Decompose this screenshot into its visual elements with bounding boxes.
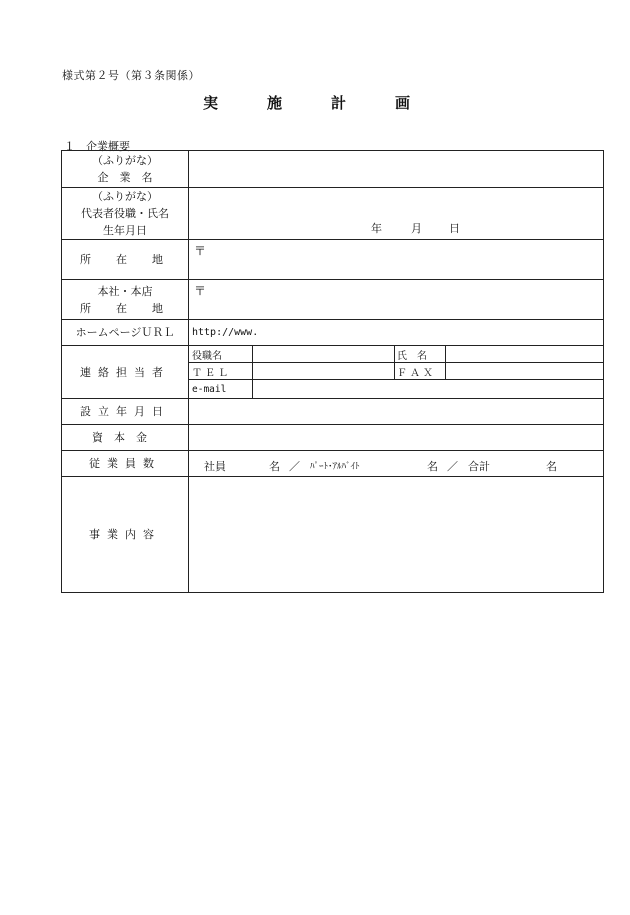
employees-unit-2: 名 (427, 460, 438, 473)
company-name-field[interactable] (189, 151, 603, 187)
hq-text-1: 本社・本店 (97, 284, 153, 298)
employees-separator-1: ／ (289, 460, 300, 473)
dob-day: 日 (449, 222, 460, 235)
company-name-label (62, 151, 189, 187)
company-overview-table (61, 150, 604, 593)
postal-mark: 〒 (194, 284, 207, 298)
employees-part-time: ﾊﾟｰﾄ･ｱﾙﾊﾞｲﾄ (310, 462, 360, 472)
fax-label: ＦＡＸ (397, 367, 436, 379)
employees-regular: 社員 (204, 460, 226, 473)
contact-fields (189, 346, 603, 398)
postal-mark: 〒 (194, 244, 207, 258)
established-row (62, 399, 603, 425)
position-label: 役職名 (192, 350, 222, 362)
business-row (62, 477, 603, 592)
contact-position-line (189, 346, 603, 363)
capital-row (62, 425, 603, 451)
form-number: 様式第２号（第３条関係） (62, 69, 200, 82)
employees-text: 従業員数 (89, 457, 161, 470)
location-field[interactable] (189, 240, 603, 279)
representative-text: 代表者役職・氏名 (81, 207, 169, 220)
employees-row (62, 451, 603, 477)
tel-label: ＴＥＬ (192, 367, 231, 379)
contact-label (62, 346, 189, 398)
employees-total: 合計 (468, 460, 490, 473)
contact-row (62, 346, 603, 399)
representative-furigana: （ふりがな） (92, 190, 158, 203)
contact-text: 連絡担当者 (80, 365, 170, 379)
birthdate-label: 生年月日 (103, 224, 147, 237)
employees-unit-3: 名 (546, 460, 557, 473)
capital-label (62, 425, 189, 450)
representative-row (62, 188, 603, 240)
section-heading: １ 企業概要 (64, 140, 130, 153)
hq-label (62, 280, 189, 319)
page-title: 実 施 計 画 (202, 94, 427, 112)
business-text: 事業内容 (89, 528, 161, 541)
representative-label (62, 188, 189, 239)
tel-input[interactable] (252, 363, 394, 379)
business-label (62, 477, 189, 592)
business-field[interactable] (189, 477, 603, 592)
employees-unit-1: 名 (269, 460, 280, 473)
company-name-furigana: （ふりがな） (92, 154, 158, 167)
homepage-url: http://www. (192, 327, 259, 338)
location-row (62, 240, 603, 280)
established-text: 設立年月日 (80, 405, 170, 418)
company-name-text: 企 業 名 (97, 171, 153, 184)
hq-text-2: 所 在 地 (80, 301, 170, 315)
location-text: 所 在 地 (80, 253, 170, 266)
homepage-field[interactable] (189, 320, 603, 345)
employees-label (62, 451, 189, 476)
contact-email-line (189, 380, 603, 398)
homepage-label (62, 320, 189, 345)
contact-phone-line (189, 363, 603, 380)
email-label: e-mail (192, 383, 227, 395)
fax-input[interactable] (445, 363, 603, 379)
employees-field[interactable] (189, 451, 603, 476)
representative-field[interactable] (189, 188, 603, 239)
homepage-row (62, 320, 603, 346)
location-label (62, 240, 189, 279)
capital-text: 資本金 (92, 431, 158, 444)
position-input[interactable] (252, 346, 394, 362)
established-field[interactable] (189, 399, 603, 424)
hq-field[interactable] (189, 280, 603, 319)
name-input[interactable] (445, 346, 603, 362)
name-label: 氏 名 (397, 350, 427, 362)
dob-month: 月 (411, 222, 422, 235)
established-label (62, 399, 189, 424)
employees-separator-2: ／ (447, 460, 458, 473)
homepage-text: ホームページＵＲＬ (75, 326, 175, 339)
email-input[interactable] (252, 380, 603, 398)
company-name-row (62, 151, 603, 188)
capital-field[interactable] (189, 425, 603, 450)
hq-row (62, 280, 603, 320)
dob-year: 年 (371, 222, 382, 235)
